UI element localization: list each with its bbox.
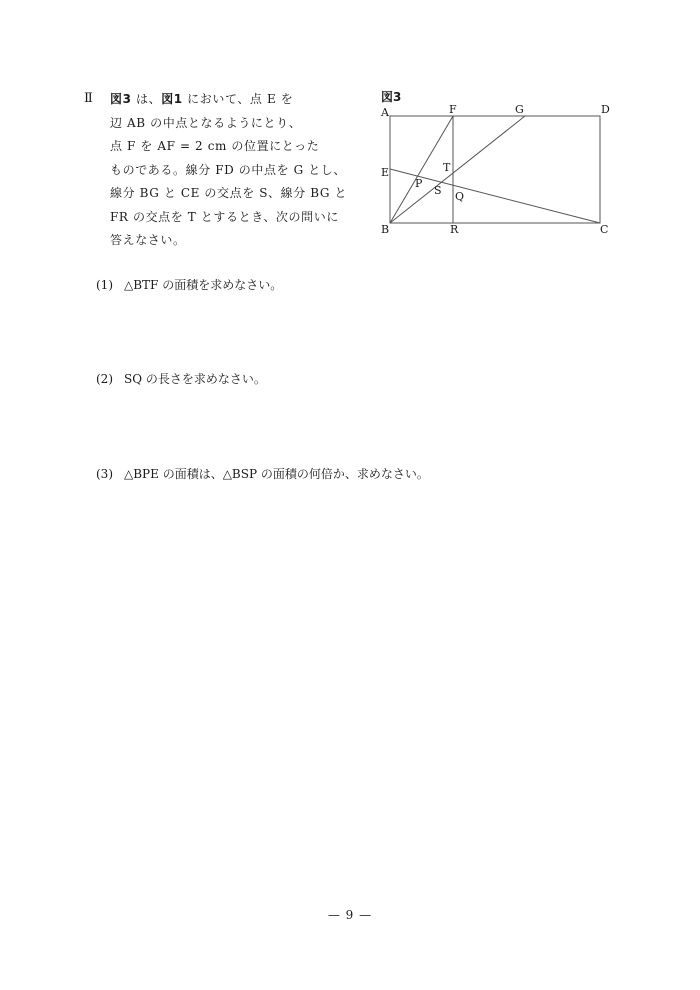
intro-line-2: 辺 AB の中点となるようにとり、 [110,115,302,130]
segment-bg [390,116,525,223]
intro-line-6: FR の交点を T とするとき、次の問いに [110,209,339,224]
intro-line-7: 答えなさい。 [110,233,186,247]
point-label-d: D [601,103,610,116]
geometry-figure [370,96,620,246]
intro-text: は、 [131,92,162,106]
point-label-f: F [449,103,457,116]
question-number: (3) [96,467,113,481]
point-label-a: A [381,106,389,119]
question-text: SQ の長さを求めなさい。 [124,372,266,386]
figure-ref-3: 図3 [110,92,132,106]
question-number: (1) [96,278,113,292]
point-label-q: Q [455,190,465,203]
question-text: △BPE の面積は、△BSP の面積の何倍か、求めなさい。 [124,467,429,481]
figure-ref-1: 図1 [161,92,183,106]
page-number: — 9 — [327,908,373,922]
intro-text: において、点 E を [182,92,294,106]
point-label-e: E [381,166,390,179]
point-label-p: P [415,177,423,190]
question-text: △BTF の面積を求めなさい。 [124,278,283,292]
question-2 [96,370,266,388]
question-number: (2) [96,372,113,386]
point-label-s: S [434,184,442,197]
intro-line-4: ものである。線分 FD の中点を G とし、 [110,162,346,177]
section-number: Ⅱ [84,91,93,106]
problem-intro [110,88,348,253]
question-1 [96,276,282,294]
intro-line-1 [110,88,315,112]
point-label-c: C [600,223,609,236]
intro-line-3: 点 F を AF = 2 cm の位置にとった [110,139,320,153]
figure-label: 図3 [381,90,402,104]
point-label-g: G [515,103,524,116]
intro-line-5: 線分 BG と CE の交点を S、線分 BG と [110,186,348,200]
point-label-r: R [450,223,459,236]
point-label-b: B [381,223,390,236]
question-3 [96,465,429,483]
point-label-t: T [443,161,451,174]
